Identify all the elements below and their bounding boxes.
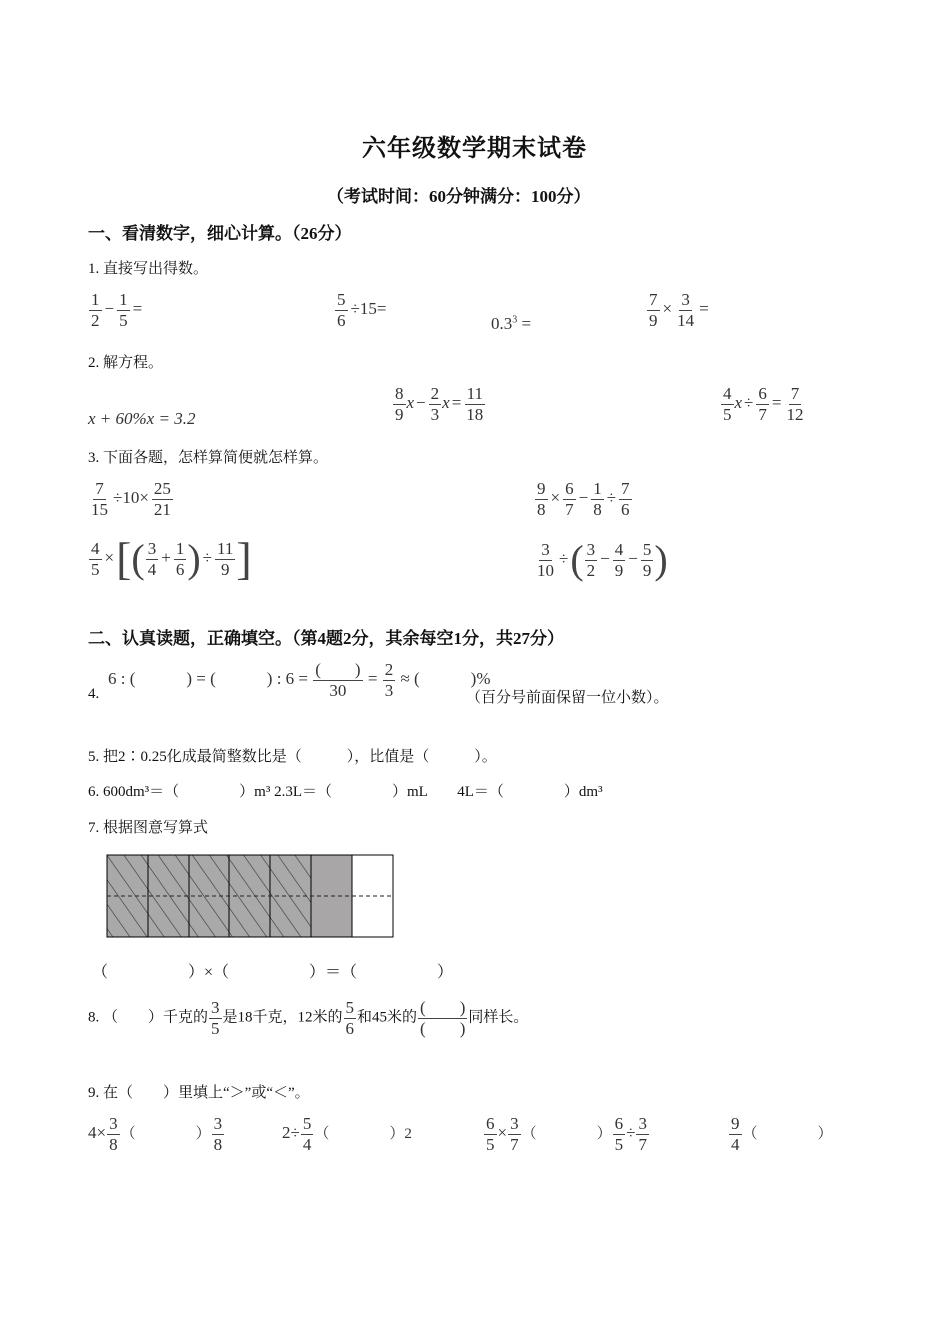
q5-text: 5. 把2∶0.25化成最简整数比是（ ），比值是（ ）。: [88, 749, 497, 765]
q3-expr-3: $\frac{4}{5}$ ×[( $\frac{3}{4}$ + $\frac{1}{6}$ ) ÷ $\frac{11}{9}$ ]: [91, 533, 252, 584]
q9-compare-2: 2÷ $\frac{5}{4}$ （ ）2: [282, 1114, 412, 1154]
q8-part-b: 是18千克，12米的: [222, 1009, 343, 1026]
q9-compare-1: 4× $\frac{3}{8}$ （ ） $\frac{3}{8}$: [88, 1114, 223, 1154]
section-1-heading: 一、看清数字，细心计算。（26分）: [88, 224, 352, 243]
q9-compare-4: $\frac{9}{4}$ （ ）: [731, 1114, 833, 1154]
q3-expr-2: $\frac{9}{8}$ × $\frac{6}{7}$ − $\frac{1}{8}$ ÷ $\frac{7}{6}$: [537, 479, 630, 519]
q8-text: 8. （ ）千克的 $\frac{3}{5}$ 是18千克，12米的 $\frac{5}{6}$ 和45米的 $\frac{( )}{( )}$ 同样长。: [88, 998, 529, 1038]
q4-number: 4.: [88, 686, 100, 702]
q9-label: 9. 在（ ）里填上“＞”或“＜”。: [88, 1085, 310, 1101]
q7-answer-blanks[interactable]: （ ）×（ ）＝（ ）: [92, 964, 454, 981]
q3-expr-1: $\frac{7}{15}$ ÷10× $\frac{25}{21}$: [91, 479, 171, 519]
q6-text: 6. 600dm³＝（ ）m³ 2.3L＝（ ）mL 4L＝（ ）dm³: [88, 784, 603, 800]
q4-expression: 6 : ( ) = ( ) : 6 = $\frac{( )}{30}$ = $\frac{2}{3}$ ≈ ( )%: [108, 660, 491, 700]
q8-part-a: 8. （ ）千克的: [88, 1009, 209, 1026]
q1-expr-3: $0.3^3$ =: [491, 314, 532, 333]
q9-compare-3: $\frac{6}{5}$ × $\frac{3}{7}$ （ ） $\frac{6}{5}$ ÷ $\frac{3}{7}$: [486, 1114, 647, 1154]
q8-part-c: 和45米的: [357, 1009, 418, 1026]
fraction-diagram: [105, 853, 397, 939]
q8-part-d: 同样长。: [468, 1009, 529, 1026]
q1-expr-1: $\frac{1}{2}$ − $\frac{1}{5}$ =: [91, 290, 143, 330]
q3-label: 3. 下面各题，怎样算简便就怎样算。: [88, 450, 329, 466]
q1-expr-2: $\frac{5}{6}$ ÷15=: [337, 290, 387, 330]
q1-expr-4: $\frac{7}{9}$ × $\frac{3}{14}$ =: [649, 290, 709, 330]
q2-eq-2: $\frac{8}{9}$ x − $\frac{2}{3}$ x = $\frac{11}{18}$: [395, 384, 484, 424]
q2-label: 2. 解方程。: [88, 355, 164, 371]
q1-label: 1. 直接写出得数。: [88, 261, 209, 277]
q3-expr-4: $\frac{3}{10}$ ÷( $\frac{3}{2}$ − $\frac{4}{9}$ − $\frac{5}{9}$ ): [537, 537, 668, 583]
q2-eq-1: x + 60%x = 3.2: [88, 409, 196, 428]
page-title: 六年级数学期末试卷: [362, 136, 587, 162]
q4-note: （百分号前面保留一位小数）。: [466, 690, 669, 706]
exam-info: （考试时间：60分钟满分：100分）: [327, 187, 591, 206]
q2-eq-3: $\frac{4}{5}$ x ÷ $\frac{6}{7}$ = $\frac{7}{12}$: [723, 384, 804, 424]
section-2-heading: 二、认真读题，正确填空。（第4题2分，其余每空1分，共27分）: [88, 629, 564, 648]
q7-label: 7. 根据图意写算式: [88, 820, 209, 836]
